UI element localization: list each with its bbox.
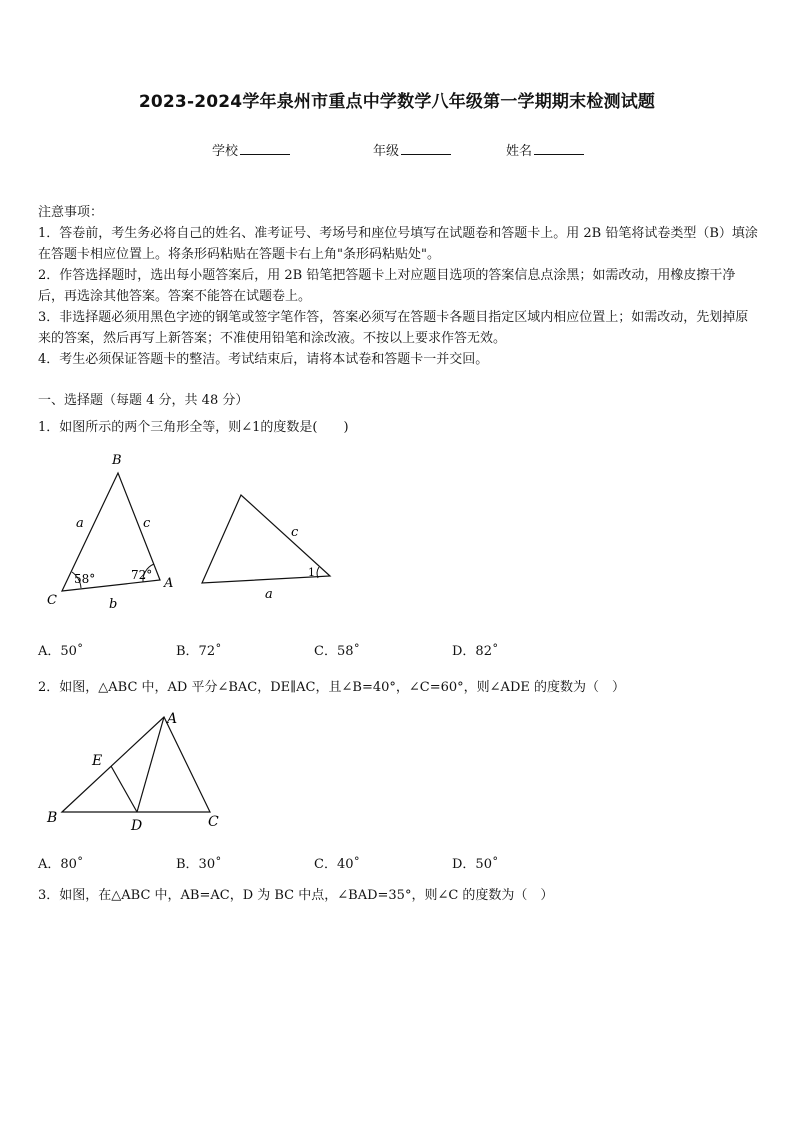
label-d: D: [131, 818, 143, 834]
name-label: 姓名: [506, 144, 533, 159]
angle-c-value: 58°: [74, 572, 96, 586]
segment-de: [111, 766, 137, 812]
note-item: 4．考生必须保证答题卡的整洁。考试结束后，请将本试卷和答题卡一并交回。: [38, 352, 489, 367]
triangle-abc-2: [62, 717, 210, 812]
side-c-label: c: [143, 516, 151, 531]
grade-field[interactable]: [373, 140, 451, 159]
name-blank[interactable]: [534, 142, 584, 155]
question-1-text: 1．如图所示的两个三角形全等，则∠1的度数是( ): [38, 420, 349, 435]
label-a: A: [164, 576, 174, 591]
label-b-2: B: [47, 810, 58, 826]
note-item: 3．非选择题必须用黑色字迹的钢笔或签字笔作答，答案必须写在答题卡各题目指定区域内相应位置上；如需改动，先划掉原来的答案，然后再写上新答案；不准使用铅笔和涂改液。不按以上要求作答无效。: [38, 310, 749, 346]
side-a-label: a: [76, 516, 84, 531]
q1-triangle-left: [47, 453, 173, 612]
school-field[interactable]: [212, 140, 290, 159]
label-e: E: [92, 753, 103, 769]
q2-option-c[interactable]: C．40˚: [314, 857, 360, 872]
q2-figure: [38, 705, 238, 835]
q2-option-b[interactable]: B．30˚: [176, 857, 222, 872]
notes-heading: 注意事项：: [38, 205, 104, 220]
q1-option-c[interactable]: C．58˚: [314, 644, 360, 659]
side-b-label: b: [109, 597, 118, 612]
side-a-label-2: a: [265, 587, 273, 602]
label-a-2: A: [167, 711, 178, 727]
q1-figure: [38, 448, 348, 618]
side-c-label-2: c: [291, 525, 299, 540]
note-item: 2．作答选择题时，选出每小题答案后，用 2B 铅笔把答题卡上对应题目选项的答案信息点涂黑；如需改动，用橡皮擦干净后，再选涂其他答案。答案不能答在试题卷上。: [38, 268, 736, 304]
name-field[interactable]: [506, 140, 584, 159]
q2-triangle: [46, 711, 219, 834]
label-c-2: C: [208, 814, 219, 830]
q2-option-d[interactable]: D．50˚: [452, 857, 499, 872]
page-title: 2023-2024学年泉州市重点中学数学八年级第一学期期末检测试题: [138, 92, 656, 112]
angle-1-label: 1: [308, 566, 315, 579]
q1-option-d[interactable]: D．82˚: [452, 644, 499, 659]
q2-option-a[interactable]: A．80˚: [38, 857, 84, 872]
school-label: 学校: [212, 144, 239, 159]
question-2-text: 2．如图，△ABC 中，AD 平分∠BAC，DE∥AC，且∠B=40°，∠C=60°，则∠ADE 的度数为（ ）: [38, 680, 625, 695]
angle-a-value: 72°: [131, 568, 153, 582]
grade-blank[interactable]: [401, 142, 451, 155]
notes-section: [38, 202, 760, 370]
note-item: 1．答卷前，考生务必将自己的姓名、准考证号、考场号和座位号填写在试题卷和答题卡上。用 2B 铅笔将试卷类型（B）填涂在答题卡相应位置上。将条形码粘贴在答题卡右上角"条形码粘贴处"。: [38, 226, 758, 262]
label-c: C: [47, 593, 57, 608]
label-b: B: [112, 453, 122, 468]
school-blank[interactable]: [240, 142, 290, 155]
q1-option-b[interactable]: B．72˚: [176, 644, 222, 659]
q1-triangle-right: [202, 495, 330, 602]
question-3-text: 3．如图，在△ABC 中，AB=AC，D 为 BC 中点，∠BAD=35°，则∠C 的度数为（ ）: [38, 888, 554, 903]
segment-ad: [137, 717, 164, 812]
section-heading: 一、选择题（每题 4 分，共 48 分）: [38, 393, 249, 408]
grade-label: 年级: [373, 144, 400, 159]
q1-option-a[interactable]: A．50˚: [38, 644, 84, 659]
